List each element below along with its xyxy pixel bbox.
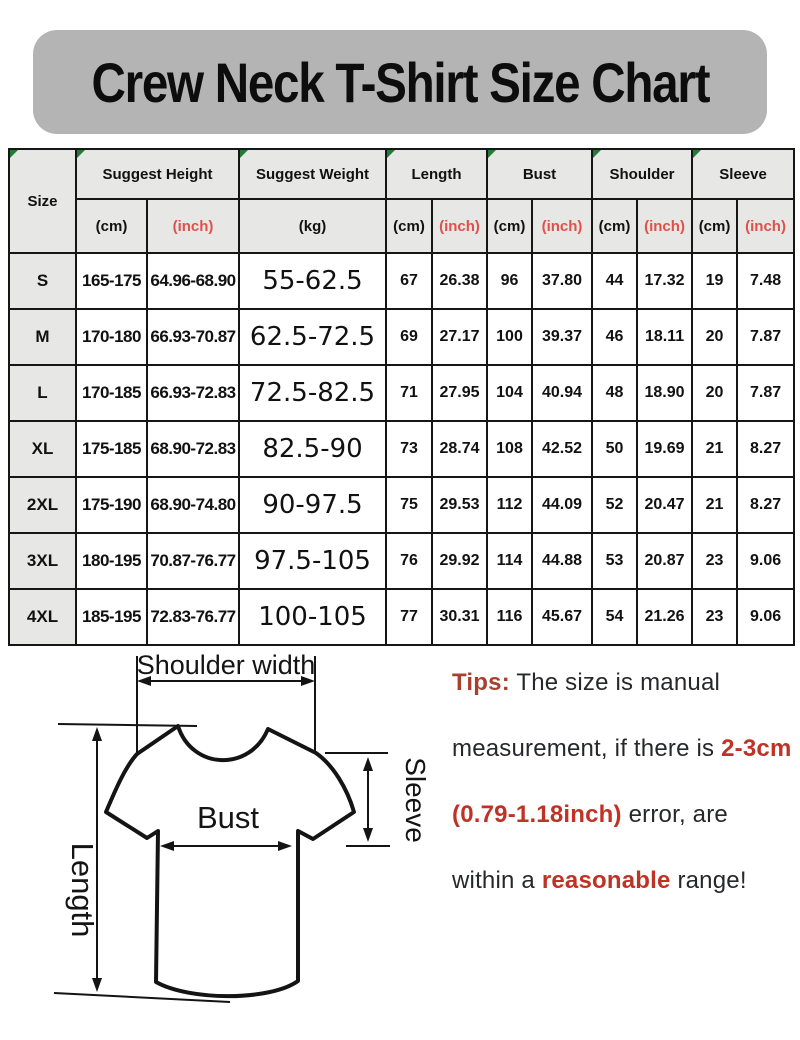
shoulder-inch: 21.26 [637,589,692,645]
sleeve-cm: 19 [692,253,737,309]
weight-kg: 55-62.5 [239,253,386,309]
sleeve-cm: 21 [692,421,737,477]
bust-inch: 42.52 [532,421,592,477]
shoulder-cm: 48 [592,365,637,421]
tshirt-measurement-diagram [30,650,460,1040]
length-inch: 26.38 [432,253,487,309]
table-row-l [9,365,794,421]
sleeve-label: Sleeve [400,757,431,843]
length-label: Length [65,842,100,938]
length-inch: 27.95 [432,365,487,421]
shoulder-cm: 53 [592,533,637,589]
unit-bust-cm: (cm) [487,199,532,253]
length-cm: 73 [386,421,432,477]
table-row-m [9,309,794,365]
shoulder-cm: 44 [592,253,637,309]
tshirt-outline [106,726,354,996]
table-row-2xl [9,477,794,533]
shoulder-cm: 52 [592,477,637,533]
shoulder-inch: 18.11 [637,309,692,365]
weight-kg: 62.5-72.5 [239,309,386,365]
height-inch: 66.93-70.87 [147,309,239,365]
sleeve-arrow [325,753,390,846]
sleeve-cm: 20 [692,309,737,365]
tips-highlight-reasonable: reasonable [541,867,671,894]
page-title: Crew Neck T-Shirt Size Chart [91,50,709,114]
length-inch: 29.53 [432,477,487,533]
bust-inch: 44.09 [532,477,592,533]
col-header-sleeve: Sleeve [692,149,794,199]
tips-paragraph [452,650,797,914]
shoulder-inch: 17.32 [637,253,692,309]
bust-inch: 40.94 [532,365,592,421]
shoulder-inch: 20.47 [637,477,692,533]
shoulder-inch: 18.90 [637,365,692,421]
bust-label: Bust [196,800,260,835]
bust-cm: 114 [487,533,532,589]
tips-text-1: The size is manual measurement, if there is [452,669,722,762]
sleeve-inch: 8.27 [737,421,794,477]
length-inch: 30.31 [432,589,487,645]
height-cm: 165-175 [76,253,147,309]
weight-kg: 100-105 [239,589,386,645]
size-label: M [9,309,76,365]
col-header-bust: Bust [487,149,592,199]
tips-text-3: range! [670,867,747,894]
height-cm: 175-185 [76,421,147,477]
height-inch: 66.93-72.83 [147,365,239,421]
bust-arrow [160,841,292,851]
length-cm: 71 [386,365,432,421]
bust-inch: 37.80 [532,253,592,309]
size-chart-table [8,148,795,646]
sleeve-inch: 7.87 [737,309,794,365]
length-cm: 69 [386,309,432,365]
unit-sleeve-inch: (inch) [737,199,794,253]
length-inch: 27.17 [432,309,487,365]
unit-length-inch: (inch) [432,199,487,253]
shoulder-width-label: Shoulder width [136,650,316,680]
sleeve-cm: 20 [692,365,737,421]
unit-shoulder-cm: (cm) [592,199,637,253]
length-inch: 29.92 [432,533,487,589]
shoulder-cm: 54 [592,589,637,645]
weight-kg: 82.5-90 [239,421,386,477]
bust-cm: 112 [487,477,532,533]
weight-kg: 90-97.5 [239,477,386,533]
unit-height-inch: (inch) [147,199,239,253]
length-cm: 67 [386,253,432,309]
bust-cm: 100 [487,309,532,365]
unit-weight-kg: (kg) [239,199,386,253]
sleeve-cm: 23 [692,533,737,589]
col-header-suggest-weight: Suggest Weight [239,149,386,199]
size-label: S [9,253,76,309]
bust-cm: 104 [487,365,532,421]
length-cm: 76 [386,533,432,589]
table-row-3xl [9,533,794,589]
height-inch: 70.87-76.77 [147,533,239,589]
shoulder-cm: 50 [592,421,637,477]
length-cm: 75 [386,477,432,533]
bust-inch: 44.88 [532,533,592,589]
unit-height-cm: (cm) [76,199,147,253]
length-inch: 28.74 [432,421,487,477]
height-cm: 185-195 [76,589,147,645]
bust-cm: 108 [487,421,532,477]
length-cm: 77 [386,589,432,645]
size-label: 3XL [9,533,76,589]
sleeve-inch: 7.87 [737,365,794,421]
title-banner [33,30,767,134]
size-label: 2XL [9,477,76,533]
table-header-group-row [9,149,794,199]
table-row-xl [9,421,794,477]
size-label: L [9,365,76,421]
size-label: XL [9,421,76,477]
sleeve-inch: 7.48 [737,253,794,309]
bust-cm: 116 [487,589,532,645]
bust-inch: 45.67 [532,589,592,645]
shoulder-cm: 46 [592,309,637,365]
unit-length-cm: (cm) [386,199,432,253]
unit-bust-inch: (inch) [532,199,592,253]
shoulder-inch: 20.87 [637,533,692,589]
col-header-shoulder: Shoulder [592,149,692,199]
bust-cm: 96 [487,253,532,309]
height-inch: 72.83-76.77 [147,589,239,645]
shoulder-inch: 19.69 [637,421,692,477]
tips-highlight-tolerance: 2-3cm (0.79-1.18inch) [452,735,792,828]
tips-text-2: error, are within a [452,801,728,894]
height-cm: 170-180 [76,309,147,365]
table-row-s [9,253,794,309]
sleeve-inch: 9.06 [737,589,794,645]
weight-kg: 97.5-105 [239,533,386,589]
unit-sleeve-cm: (cm) [692,199,737,253]
col-header-length: Length [386,149,487,199]
weight-kg: 72.5-82.5 [239,365,386,421]
height-cm: 180-195 [76,533,147,589]
height-cm: 170-185 [76,365,147,421]
sleeve-inch: 8.27 [737,477,794,533]
size-label: 4XL [9,589,76,645]
sleeve-inch: 9.06 [737,533,794,589]
tips-label: Tips: [452,669,510,696]
bust-inch: 39.37 [532,309,592,365]
table-row-4xl [9,589,794,645]
height-inch: 68.90-74.80 [147,477,239,533]
height-inch: 64.96-68.90 [147,253,239,309]
col-header-suggest-height: Suggest Height [76,149,239,199]
sleeve-cm: 23 [692,589,737,645]
unit-shoulder-inch: (inch) [637,199,692,253]
sleeve-cm: 21 [692,477,737,533]
height-inch: 68.90-72.83 [147,421,239,477]
height-cm: 175-190 [76,477,147,533]
table-units-row [9,199,794,253]
col-header-size: Size [9,149,76,253]
